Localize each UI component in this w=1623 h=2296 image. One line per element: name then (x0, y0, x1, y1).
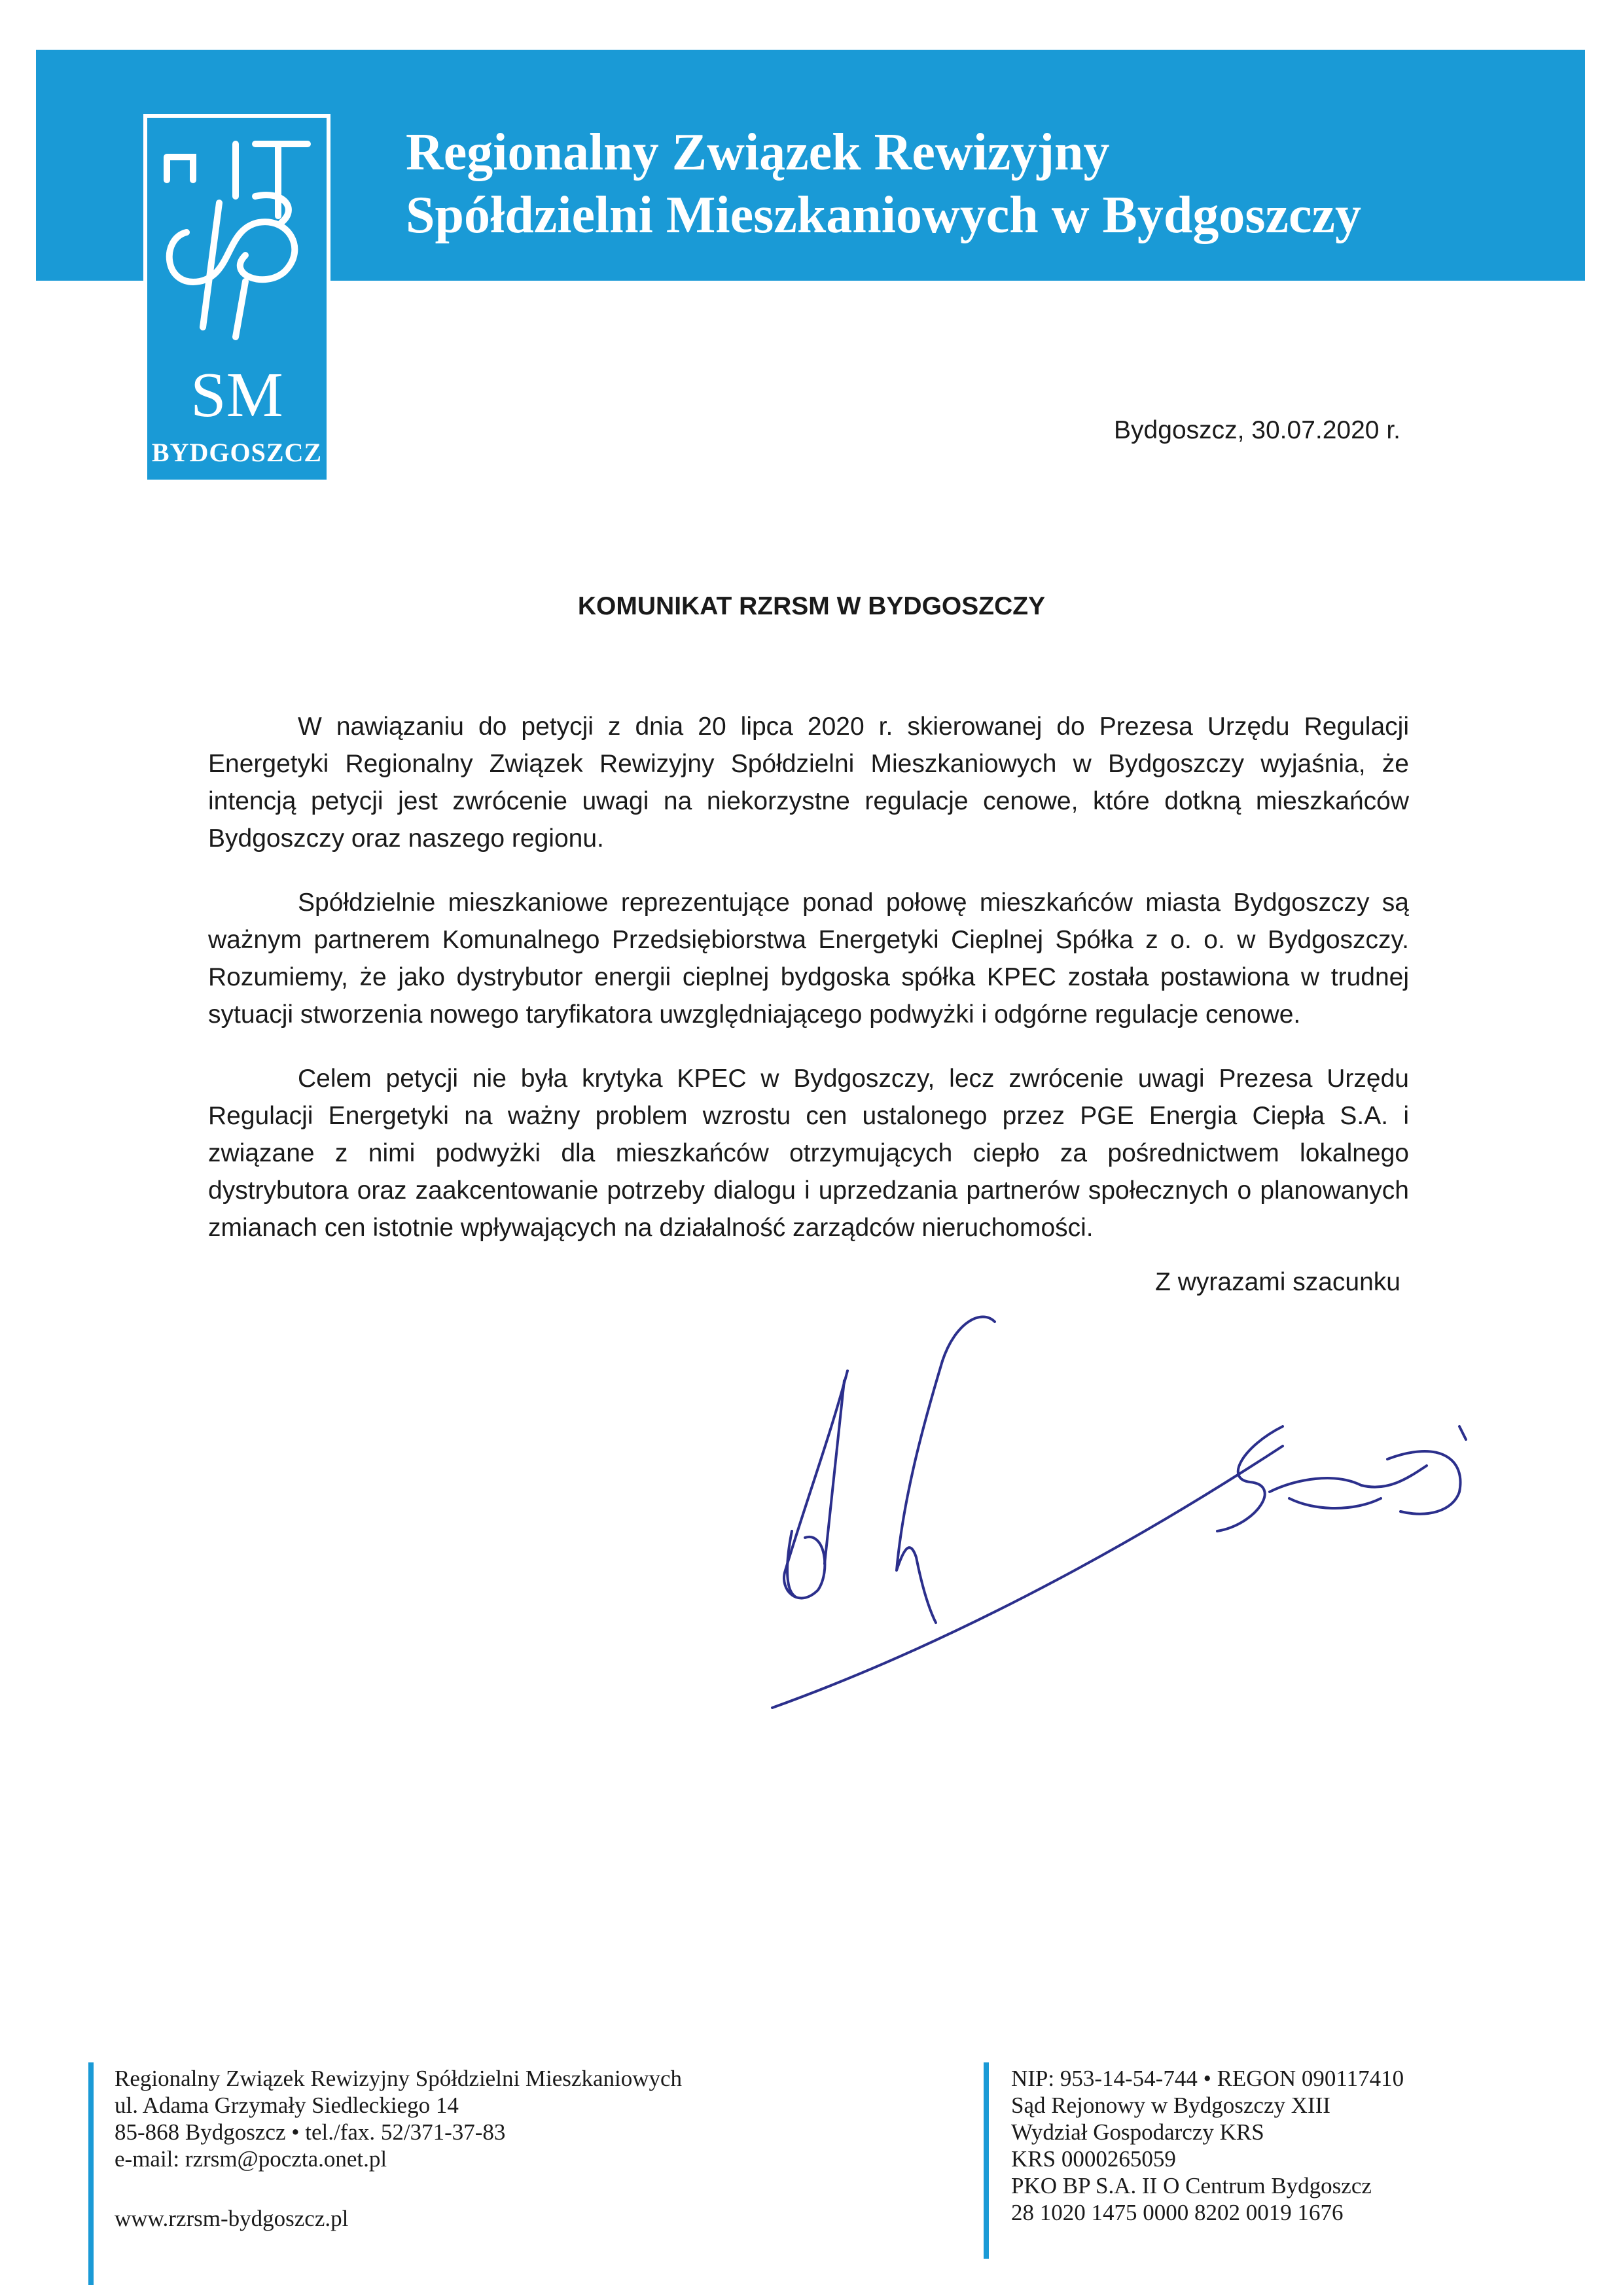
footer-email: e-mail: rzrsm@poczta.onet.pl (115, 2146, 387, 2172)
footer-address-block (115, 2065, 682, 2232)
footer-krs: KRS 0000265059 (1011, 2146, 1176, 2172)
footer-account: 28 1020 1475 0000 8202 0019 1676 (1011, 2200, 1344, 2225)
logo-sm-text: SM (190, 360, 283, 431)
handwritten-signature (707, 1282, 1518, 1754)
footer-department: Wydział Gospodarczy KRS (1011, 2119, 1264, 2145)
monogram-icon (147, 118, 327, 353)
footer-org-name: Regionalny Związek Rewizyjny Spółdzielni Mieszkaniowych (115, 2066, 683, 2091)
closing-phrase: Z wyrazami szacunku (1155, 1268, 1400, 1296)
footer-bank: PKO BP S.A. II O Centrum Bydgoszcz (1011, 2173, 1372, 2199)
logo-city-text: BYDGOSZCZ (151, 438, 323, 467)
footer-website: www.rzrsm-bydgoszcz.pl (115, 2206, 349, 2231)
document-heading: KOMUNIKAT RZRSM W BYDGOSZCZY (577, 592, 1046, 620)
body-paragraph: Spółdzielnie mieszkaniowe reprezentujące ponad połowę mieszkańców miasta Bydgoszczy są ważnym partnerem Komunalnego Przedsiębiorstwa Energetyki Cieplnej Spółka z o. o. w Bydgoszczy. Rozumiemy, że jako dystrybutor energii cieplnej bydgoska spółka KPEC została postawiona w trudnej sytuacji stworzenia nowego taryfikatora uwzględniającego podwyżki i odgórne regulacje cenowe. (208, 889, 1409, 1029)
footer-nip-regon: NIP: 953-14-54-744 • REGON 090117410 (1011, 2066, 1404, 2091)
letter-date: Bydgoszcz, 30.07.2020 r. (1114, 416, 1400, 444)
organization-logo (147, 118, 327, 480)
org-title-line1: Regionalny Związek Rewizyjny (406, 124, 1110, 181)
organization-title (406, 121, 1361, 247)
footer-court: Sąd Rejonowy w Bydgoszczy XIII (1011, 2093, 1330, 2118)
org-title-line2: Spółdzielni Mieszkaniowych w Bydgoszczy (406, 186, 1362, 244)
footer-registration-block (1011, 2065, 1404, 2226)
footer-right-accent-bar (984, 2062, 989, 2259)
body-paragraph: Celem petycji nie była krytyka KPEC w Bydgoszczy, lecz zwrócenie uwagi Prezesa Urzędu Regulacji Energetyki na ważny problem wzrostu cen ustalonego przez PGE Energia Ciepła S.A. i związane z nimi podwyżki dla mieszkańców otrzymujących ciepło za pośrednictwem lokalnego dystrybutora oraz zaakcentowanie potrzeby dialogu i uprzedzania partnerów społecznych o planowanych zmianach cen istotnie wpływających na działalność zarządców nieruchomości. (208, 1065, 1409, 1242)
letter-body (208, 708, 1409, 1273)
footer-street: ul. Adama Grzymały Siedleckiego 14 (115, 2093, 459, 2118)
footer-left-accent-bar (88, 2062, 94, 2285)
body-paragraph: W nawiązaniu do petycji z dnia 20 lipca 2020 r. skierowanej do Prezesa Urzędu Regulacji Energetyki Regionalny Związek Rewizyjny Spółdzielni Mieszkaniowych w Bydgoszczy wyjaśnia, że intencją petycji jest zwrócenie uwagi na niekorzystne regulacje cenowe, które dotkną mieszkańców Bydgoszczy oraz naszego regionu. (208, 713, 1409, 853)
footer-city-phone: 85-868 Bydgoszcz • tel./fax. 52/371-37-83 (115, 2119, 506, 2145)
